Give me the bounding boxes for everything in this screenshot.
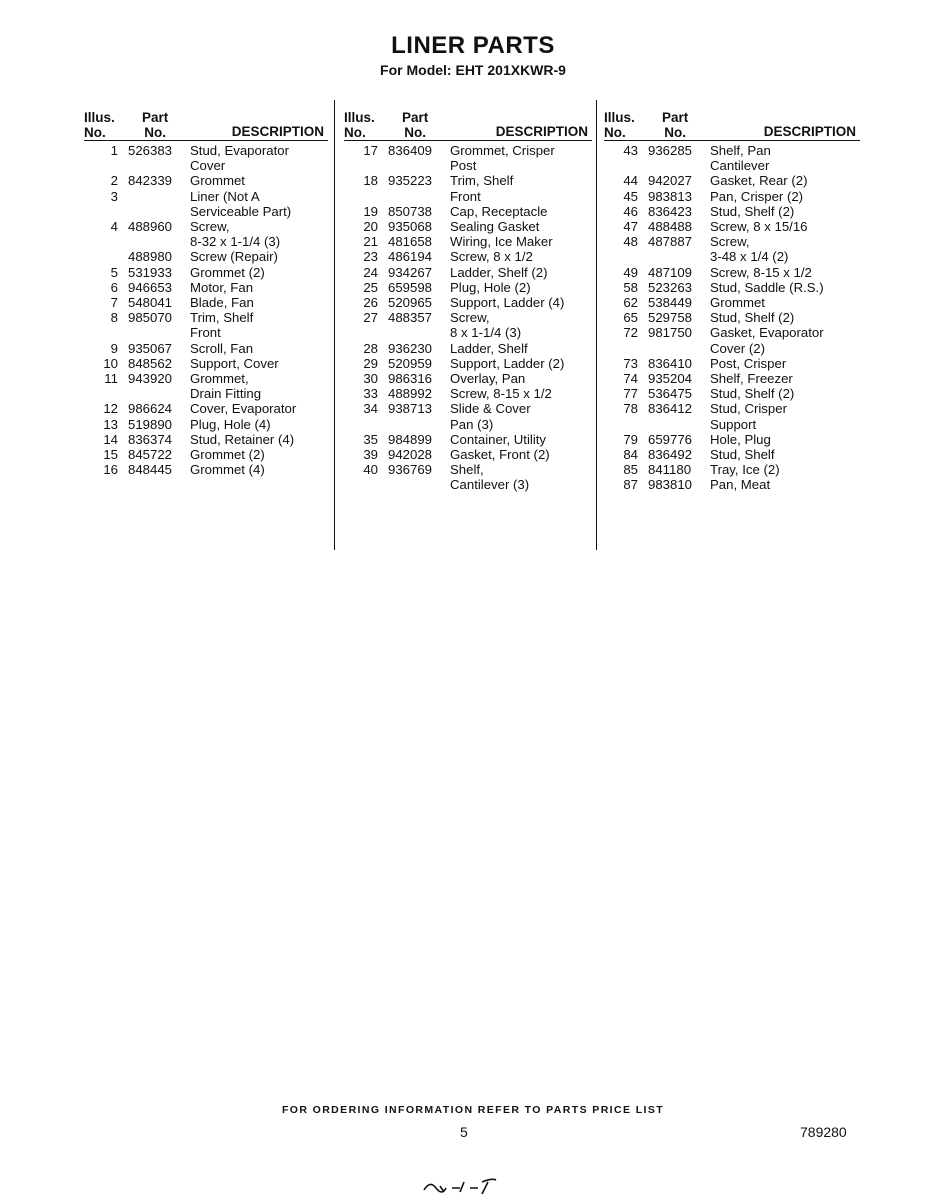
table-row bbox=[344, 219, 592, 234]
part-number: 523263 bbox=[648, 279, 693, 295]
header-rule bbox=[604, 140, 860, 141]
document-number: 789280 bbox=[800, 1124, 847, 1140]
table-row bbox=[84, 310, 328, 340]
part-description: Stud, Shelf (2) bbox=[710, 386, 795, 402]
illus-number: 40 bbox=[363, 462, 378, 478]
illus-number: 29 bbox=[363, 355, 378, 371]
table-row bbox=[84, 462, 328, 477]
part-number: 850738 bbox=[388, 203, 433, 219]
illus-number: 47 bbox=[623, 219, 638, 235]
header-illus-no: Illus. No. bbox=[344, 110, 375, 140]
parts-column-1 bbox=[84, 110, 328, 477]
illus-number: 45 bbox=[623, 188, 638, 204]
illus-number: 72 bbox=[623, 325, 638, 341]
part-number: 487887 bbox=[648, 234, 693, 250]
part-description: Support, Cover bbox=[190, 355, 279, 371]
table-row bbox=[604, 477, 860, 492]
illus-number: 78 bbox=[623, 401, 638, 417]
part-description: Stud, Shelf (2) bbox=[710, 203, 795, 219]
illus-number: 7 bbox=[110, 295, 118, 311]
table-row bbox=[344, 204, 592, 219]
illus-number: 43 bbox=[623, 143, 638, 158]
illus-number: 35 bbox=[363, 431, 378, 447]
part-description: Grommet (2) bbox=[190, 447, 265, 463]
part-description: Stud, Saddle (R.S.) bbox=[710, 279, 824, 295]
table-row bbox=[84, 189, 328, 219]
part-number: 519890 bbox=[128, 416, 173, 432]
part-description: Grommet, Drain Fitting bbox=[190, 371, 262, 402]
part-description: Scroll, Fan bbox=[190, 340, 254, 356]
part-number: 488960 bbox=[128, 219, 173, 235]
table-row bbox=[344, 143, 592, 173]
table-row bbox=[604, 173, 860, 188]
part-description: Screw, 8-15 x 1/2 bbox=[450, 386, 552, 402]
part-number: 836374 bbox=[128, 431, 173, 447]
part-description: Shelf, Cantilever (3) bbox=[450, 462, 530, 493]
part-number: 983810 bbox=[648, 477, 693, 493]
page-number: 5 bbox=[460, 1124, 468, 1140]
column-header bbox=[84, 110, 328, 140]
table-row bbox=[344, 310, 592, 340]
part-number: 481658 bbox=[388, 234, 433, 250]
table-row bbox=[344, 249, 592, 264]
part-number: 659598 bbox=[388, 279, 433, 295]
illus-number: 49 bbox=[623, 264, 638, 280]
handwritten-mark bbox=[418, 1172, 508, 1198]
part-description: Grommet (4) bbox=[190, 462, 265, 478]
part-number: 935204 bbox=[648, 371, 693, 387]
table-row bbox=[84, 219, 328, 249]
illus-number: 14 bbox=[103, 431, 118, 447]
part-description: Tray, Ice (2) bbox=[710, 462, 780, 478]
part-description: Ladder, Shelf bbox=[450, 340, 528, 356]
column-divider bbox=[596, 100, 597, 550]
table-row bbox=[344, 447, 592, 462]
illus-number: 65 bbox=[623, 310, 638, 326]
part-number: 848562 bbox=[128, 355, 173, 371]
part-number: 942027 bbox=[648, 173, 693, 189]
part-number: 488357 bbox=[388, 310, 433, 326]
part-description: Cap, Receptacle bbox=[450, 203, 548, 219]
part-description: Trim, Shelf Front bbox=[190, 310, 254, 341]
table-row bbox=[344, 401, 592, 431]
part-description: Liner (Not A Serviceable Part) bbox=[190, 188, 292, 219]
part-number: 936769 bbox=[388, 462, 433, 478]
table-row bbox=[84, 173, 328, 188]
illus-number: 84 bbox=[623, 447, 638, 463]
table-row bbox=[604, 265, 860, 280]
part-description: Stud, Evaporator Cover bbox=[190, 143, 289, 174]
table-row bbox=[84, 249, 328, 264]
table-row bbox=[604, 280, 860, 295]
table-row bbox=[344, 386, 592, 401]
illus-number: 12 bbox=[103, 401, 118, 417]
header-description: DESCRIPTION bbox=[763, 123, 856, 139]
part-description: Plug, Hole (2) bbox=[450, 279, 531, 295]
table-row bbox=[604, 234, 860, 264]
illus-number: 1 bbox=[110, 143, 118, 158]
part-description: Screw, 8 x 1-1/4 (3) bbox=[450, 310, 522, 341]
table-row bbox=[344, 234, 592, 249]
column-divider bbox=[334, 100, 335, 550]
part-number: 531933 bbox=[128, 264, 173, 280]
part-number: 986624 bbox=[128, 401, 173, 417]
table-row bbox=[84, 401, 328, 416]
table-row bbox=[84, 417, 328, 432]
part-description: Gasket, Rear (2) bbox=[710, 173, 808, 189]
part-description: Pan, Crisper (2) bbox=[710, 188, 804, 204]
illus-number: 19 bbox=[363, 203, 378, 219]
part-number: 536475 bbox=[648, 386, 693, 402]
part-description: Grommet (2) bbox=[190, 264, 265, 280]
table-row bbox=[344, 462, 592, 492]
illus-number: 5 bbox=[110, 264, 118, 280]
part-description: Screw (Repair) bbox=[190, 249, 278, 265]
part-description: Support, Ladder (2) bbox=[450, 355, 565, 371]
illus-number: 4 bbox=[110, 219, 118, 235]
part-description: Sealing Gasket bbox=[450, 219, 540, 235]
part-description: Motor, Fan bbox=[190, 279, 254, 295]
illus-number: 17 bbox=[363, 143, 378, 158]
header-rule bbox=[84, 140, 328, 141]
part-description: Support, Ladder (4) bbox=[450, 295, 565, 311]
part-number: 520965 bbox=[388, 295, 433, 311]
part-number: 985070 bbox=[128, 310, 173, 326]
part-number: 548041 bbox=[128, 295, 173, 311]
part-number: 836423 bbox=[648, 203, 693, 219]
part-description: Plug, Hole (4) bbox=[190, 416, 271, 432]
part-description: Hole, Plug bbox=[710, 431, 771, 447]
part-number: 984899 bbox=[388, 431, 433, 447]
part-number: 487109 bbox=[648, 264, 693, 280]
illus-number: 74 bbox=[623, 371, 638, 387]
table-row bbox=[344, 356, 592, 371]
part-number: 836409 bbox=[388, 143, 433, 158]
part-description: Screw, 8-15 x 1/2 bbox=[710, 264, 812, 280]
table-row bbox=[344, 295, 592, 310]
illus-number: 77 bbox=[623, 386, 638, 402]
illus-number: 73 bbox=[623, 355, 638, 371]
part-number: 836412 bbox=[648, 401, 693, 417]
table-row bbox=[84, 371, 328, 401]
part-description: Stud, Retainer (4) bbox=[190, 431, 295, 447]
part-number: 936230 bbox=[388, 340, 433, 356]
header-illus-no: Illus. No. bbox=[84, 110, 115, 140]
part-number: 842339 bbox=[128, 173, 173, 189]
part-description: Gasket, Front (2) bbox=[450, 447, 550, 463]
illus-number: 44 bbox=[623, 173, 638, 189]
table-row bbox=[604, 432, 860, 447]
table-row bbox=[84, 265, 328, 280]
table-row bbox=[344, 265, 592, 280]
illus-number: 26 bbox=[363, 295, 378, 311]
illus-number: 27 bbox=[363, 310, 378, 326]
part-description: Ladder, Shelf (2) bbox=[450, 264, 548, 280]
illus-number: 48 bbox=[623, 234, 638, 250]
part-number: 935068 bbox=[388, 219, 433, 235]
part-description: Grommet bbox=[190, 173, 245, 189]
illus-number: 20 bbox=[363, 219, 378, 235]
illus-number: 28 bbox=[363, 340, 378, 356]
illus-number: 46 bbox=[623, 203, 638, 219]
header-description: DESCRIPTION bbox=[495, 123, 588, 139]
part-number: 529758 bbox=[648, 310, 693, 326]
table-row bbox=[604, 219, 860, 234]
part-number: 538449 bbox=[648, 295, 693, 311]
illus-number: 6 bbox=[110, 279, 118, 295]
part-number: 983813 bbox=[648, 188, 693, 204]
table-row bbox=[84, 295, 328, 310]
part-number: 488488 bbox=[648, 219, 693, 235]
part-number: 938713 bbox=[388, 401, 433, 417]
illus-number: 30 bbox=[363, 371, 378, 387]
part-number: 841180 bbox=[648, 462, 692, 478]
table-row bbox=[344, 280, 592, 295]
header-description: DESCRIPTION bbox=[231, 123, 324, 139]
part-description: Screw, 8 x 15/16 bbox=[710, 219, 808, 235]
page-title: LINER PARTS bbox=[391, 32, 555, 59]
part-number bbox=[128, 189, 190, 219]
part-number: 836410 bbox=[648, 355, 693, 371]
table-row bbox=[84, 432, 328, 447]
table-row bbox=[84, 143, 328, 173]
ordering-footer: FOR ORDERING INFORMATION REFER TO PARTS PRICE LIST bbox=[281, 1104, 665, 1116]
illus-number: 62 bbox=[623, 295, 638, 311]
illus-number: 34 bbox=[363, 401, 378, 417]
part-description: Stud, Crisper Support bbox=[710, 401, 787, 432]
part-description: Grommet, Crisper Post bbox=[450, 143, 555, 174]
part-number: 836492 bbox=[648, 447, 693, 463]
part-description: Blade, Fan bbox=[190, 295, 254, 311]
part-description: Post, Crisper bbox=[710, 355, 787, 371]
illus-number bbox=[84, 249, 128, 264]
table-row bbox=[84, 341, 328, 356]
header-part-no: Part No. bbox=[662, 110, 689, 140]
parts-column-3 bbox=[604, 110, 860, 493]
part-number: 526383 bbox=[128, 143, 173, 158]
part-description: Cover, Evaporator bbox=[190, 401, 297, 417]
illus-number: 15 bbox=[103, 447, 118, 463]
part-number: 986316 bbox=[388, 371, 433, 387]
part-number: 848445 bbox=[128, 462, 173, 478]
part-number: 946653 bbox=[128, 279, 173, 295]
part-number: 486194 bbox=[388, 249, 433, 265]
table-row bbox=[604, 356, 860, 371]
part-description: Trim, Shelf Front bbox=[450, 173, 514, 204]
part-number: 942028 bbox=[388, 447, 433, 463]
part-description: Stud, Shelf bbox=[710, 447, 775, 463]
parts-column-2 bbox=[344, 110, 592, 493]
illus-number: 33 bbox=[363, 386, 378, 402]
part-description: Screw, 8 x 1/2 bbox=[450, 249, 533, 265]
illus-number: 58 bbox=[623, 279, 638, 295]
part-description: Grommet bbox=[710, 295, 765, 311]
part-number: 659776 bbox=[648, 431, 693, 447]
illus-number: 39 bbox=[363, 447, 378, 463]
illus-number: 11 bbox=[104, 371, 118, 387]
illus-number: 2 bbox=[110, 173, 118, 189]
table-row bbox=[84, 356, 328, 371]
header-illus-no: Illus. No. bbox=[604, 110, 635, 140]
part-description: Stud, Shelf (2) bbox=[710, 310, 795, 326]
illus-number: 13 bbox=[103, 416, 118, 432]
column-header bbox=[604, 110, 860, 140]
column-header bbox=[344, 110, 592, 140]
part-description: Overlay, Pan bbox=[450, 371, 526, 387]
part-number: 981750 bbox=[648, 325, 693, 341]
table-row bbox=[344, 432, 592, 447]
illus-number: 25 bbox=[363, 279, 378, 295]
illus-number: 24 bbox=[363, 264, 378, 280]
illus-number: 8 bbox=[110, 310, 118, 326]
part-description: Shelf, Freezer bbox=[710, 371, 793, 387]
part-description: Screw, 3-48 x 1/4 (2) bbox=[710, 234, 789, 265]
illus-number: 87 bbox=[623, 477, 638, 493]
part-number: 845722 bbox=[128, 447, 173, 463]
table-row bbox=[344, 371, 592, 386]
illus-number: 79 bbox=[623, 431, 638, 447]
part-description: Shelf, Pan Cantilever bbox=[710, 143, 771, 174]
table-row bbox=[84, 447, 328, 462]
table-row bbox=[604, 295, 860, 310]
illus-number: 9 bbox=[110, 340, 118, 356]
table-row bbox=[344, 341, 592, 356]
part-number: 520959 bbox=[388, 355, 433, 371]
part-number: 935223 bbox=[388, 173, 433, 189]
part-description: Wiring, Ice Maker bbox=[450, 234, 553, 250]
part-description: Container, Utility bbox=[450, 431, 547, 447]
illus-number: 16 bbox=[103, 462, 118, 478]
part-number: 943920 bbox=[128, 371, 173, 387]
part-description: Slide & Cover Pan (3) bbox=[450, 401, 531, 432]
table-row bbox=[604, 447, 860, 462]
table-row bbox=[604, 386, 860, 401]
part-description: Pan, Meat bbox=[710, 477, 771, 493]
header-part-no: Part No. bbox=[142, 110, 169, 140]
part-number: 936285 bbox=[648, 143, 693, 158]
part-number: 934267 bbox=[388, 264, 433, 280]
part-number: 935067 bbox=[128, 340, 173, 356]
header-part-no: Part No. bbox=[402, 110, 429, 140]
illus-number: 85 bbox=[623, 462, 638, 478]
header-rule bbox=[344, 140, 592, 141]
illus-number: 10 bbox=[103, 355, 118, 371]
part-description: Gasket, Evaporator Cover (2) bbox=[710, 325, 824, 356]
table-row bbox=[604, 462, 860, 477]
table-row bbox=[604, 204, 860, 219]
illus-number: 23 bbox=[363, 249, 378, 265]
part-number: 488980 bbox=[128, 249, 173, 265]
illus-number: 18 bbox=[363, 173, 378, 189]
table-row bbox=[604, 325, 860, 355]
table-row bbox=[604, 310, 860, 325]
table-row bbox=[344, 173, 592, 203]
table-row bbox=[604, 371, 860, 386]
part-number: 488992 bbox=[388, 386, 433, 402]
table-row bbox=[604, 189, 860, 204]
model-subtitle: For Model: EHT 201XKWR-9 bbox=[380, 62, 566, 78]
table-row bbox=[84, 280, 328, 295]
part-description: Screw, 8-32 x 1-1/4 (3) bbox=[190, 219, 281, 250]
illus-number: 3 bbox=[110, 188, 118, 204]
table-row bbox=[604, 143, 860, 173]
table-row bbox=[604, 401, 860, 431]
illus-number: 21 bbox=[363, 234, 378, 250]
